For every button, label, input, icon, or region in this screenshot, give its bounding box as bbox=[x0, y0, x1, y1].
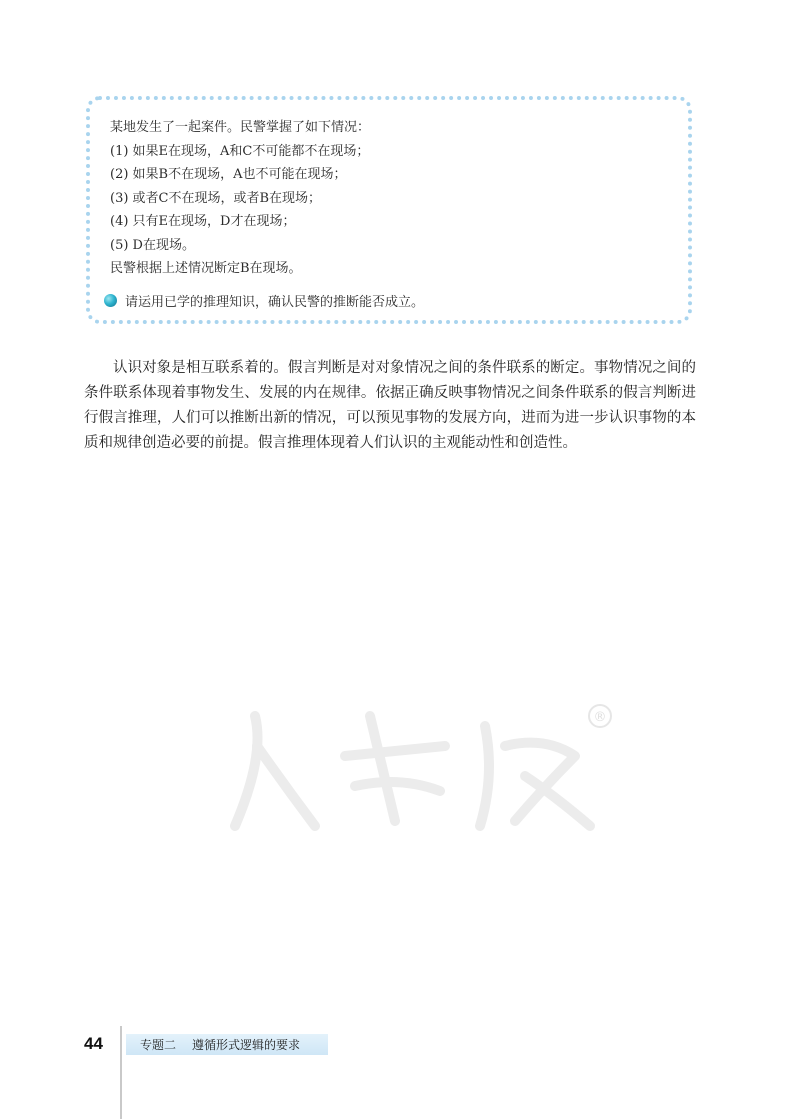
chapter-title: 遵循形式逻辑的要求 bbox=[192, 1038, 301, 1052]
watermark-text: ® bbox=[593, 710, 607, 725]
case-intro-line: 某地发生了一起案件。民警掌握了如下情况： bbox=[110, 120, 371, 135]
publisher-watermark bbox=[195, 686, 635, 846]
chapter-label: 专题二 bbox=[140, 1038, 177, 1052]
condition-2: (2) 如果B不在现场，A也不可能在现场； bbox=[110, 167, 347, 182]
body-paragraph: 认识对象是相互联系着的。假言判断是对对象情况之间的条件联系的断定。事物情况之间的条件联系体现着事物发生、发展的内在规律。依据正确反映事物情况之间条件联系的假言判断进行假言推理，人们可以推断出新的情况，可以预见事物的发展方向，进而为进一步认识事物的本质和规律创造必要的前提。假言推理体现着人们认识的主观能动性和创造性。 bbox=[84, 360, 696, 451]
case-box bbox=[86, 96, 692, 324]
condition-5: (5) D在现场。 bbox=[110, 237, 195, 253]
condition-4: (4) 只有E在现场，D才在现场； bbox=[110, 214, 296, 229]
cyan-sphere-icon bbox=[104, 294, 117, 307]
question-prompt bbox=[104, 291, 424, 310]
footer-divider bbox=[120, 1026, 122, 1119]
condition-1: (1) 如果E在现场，A和C不可能都不在现场； bbox=[110, 143, 370, 159]
page-number: 44 bbox=[84, 1034, 103, 1053]
case-conclusion-line: 民警根据上述情况断定B在现场。 bbox=[110, 261, 302, 276]
condition-3: (3) 或者C不在现场，或者B在现场； bbox=[110, 190, 322, 206]
case-conditions-list bbox=[110, 116, 370, 281]
chapter-header-bar bbox=[126, 1034, 328, 1055]
question-text: 请运用已学的推理知识，确认民警的推断能否成立。 bbox=[125, 295, 425, 310]
